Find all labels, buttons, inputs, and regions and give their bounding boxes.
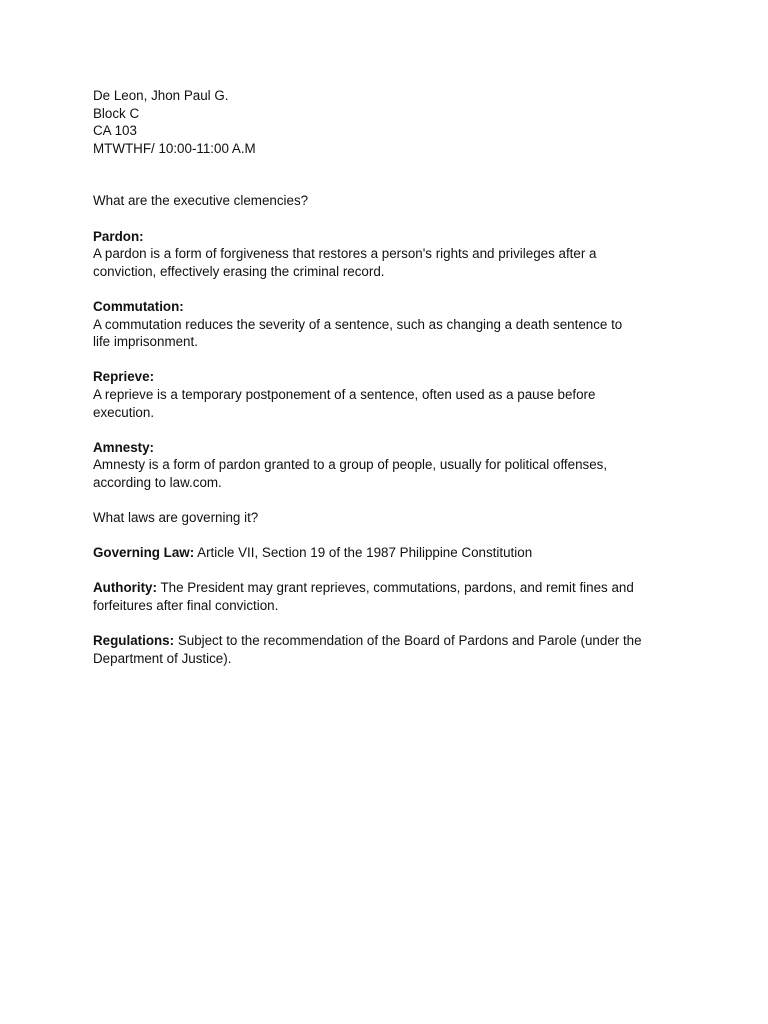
clemency-text-line: execution. bbox=[93, 404, 155, 420]
law-text: The President may grant reprieves, commutations, pardons, and remit fines and bbox=[156, 580, 634, 596]
law-text: Article VII, Section 19 of the 1987 Philippine Constitution bbox=[194, 545, 533, 561]
clemency-text-line: Amnesty is a form of pardon granted to a group of people, usually for political offenses, bbox=[93, 457, 608, 473]
class-schedule: MTWTHF/ 10:00-11:00 A.M bbox=[93, 140, 256, 156]
law-text: Subject to the recommendation of the Board of Pardons and Parole (under the bbox=[174, 633, 642, 649]
clemency-pardon bbox=[93, 228, 693, 281]
clemency-text-line: life imprisonment. bbox=[93, 334, 198, 350]
law-text-line: forfeitures after final conviction. bbox=[93, 598, 279, 614]
law-authority bbox=[93, 579, 693, 614]
student-header bbox=[93, 87, 693, 157]
spacer bbox=[93, 157, 693, 192]
clemency-term: Amnesty: bbox=[93, 439, 155, 455]
law-regulations bbox=[93, 632, 693, 667]
student-name: De Leon, Jhon Paul G. bbox=[93, 88, 229, 103]
law-term: Authority: bbox=[93, 580, 157, 596]
law-text-line: Department of Justice). bbox=[93, 650, 232, 666]
clemency-text-line: according to law.com. bbox=[93, 474, 222, 490]
spacer bbox=[93, 615, 693, 633]
clemency-commutation bbox=[93, 298, 693, 351]
clemency-amnesty bbox=[93, 439, 693, 492]
law-term: Governing Law: bbox=[93, 545, 195, 561]
spacer bbox=[93, 421, 693, 439]
spacer bbox=[93, 562, 693, 580]
question-executive-clemencies: What are the executive clemencies? bbox=[93, 193, 309, 209]
spacer bbox=[93, 280, 693, 298]
spacer bbox=[93, 210, 693, 228]
law-term: Regulations: bbox=[93, 633, 175, 649]
clemency-term: Reprieve: bbox=[93, 369, 155, 385]
spacer bbox=[93, 527, 693, 545]
spacer bbox=[93, 491, 693, 509]
clemency-text-line: A commutation reduces the severity of a sentence, such as changing a death sentence to bbox=[93, 316, 623, 332]
clemency-term: Pardon: bbox=[93, 228, 144, 244]
clemency-text-line: A pardon is a form of forgiveness that restores a person's rights and privileges after a bbox=[93, 246, 597, 262]
document-page bbox=[93, 87, 693, 667]
student-block: Block C bbox=[93, 105, 140, 121]
law-governing-law bbox=[93, 544, 693, 562]
question-governing-laws: What laws are governing it? bbox=[93, 510, 259, 526]
spacer bbox=[93, 351, 693, 369]
clemency-term: Commutation: bbox=[93, 298, 184, 314]
clemency-text-line: A reprieve is a temporary postponement of a sentence, often used as a pause before bbox=[93, 386, 596, 402]
clemency-text-line: conviction, effectively erasing the criminal record. bbox=[93, 263, 385, 279]
course-code: CA 103 bbox=[93, 123, 137, 139]
clemency-reprieve bbox=[93, 368, 693, 421]
